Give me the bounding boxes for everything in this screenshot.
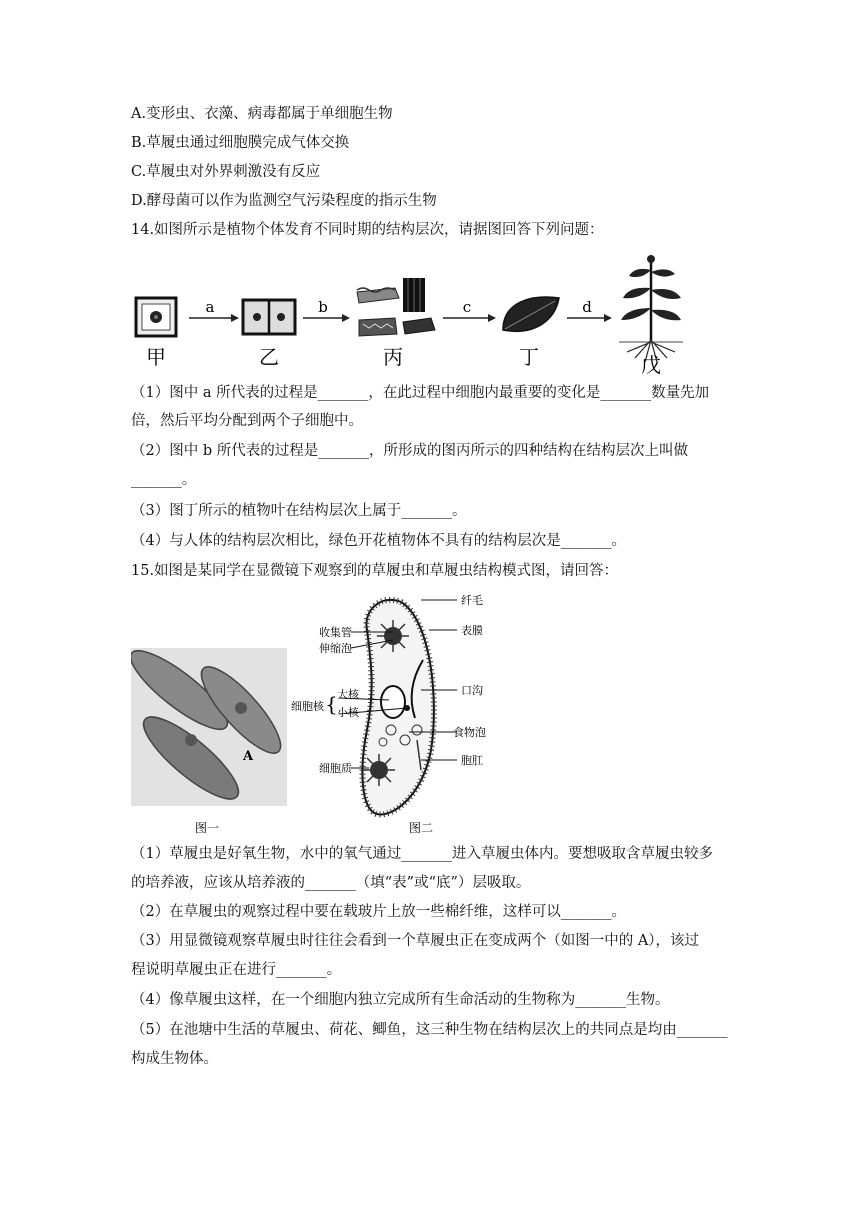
arrow-label-a: a [205,298,215,316]
q14-title: 14.如图所示是植物个体发育不同时期的结构层次，请据图回答下列问题： [131,222,604,238]
arrow-label-d: d [582,298,592,316]
q15-line-1: （1）草履虫是好氧生物，水中的氧气通过_______进入草履虫体内。要想吸取含草履虫较多 [131,846,713,862]
q15-line-2: 的培养液，应该从培养液的_______（填“表”或“底”）层吸取。 [131,875,531,891]
q14-line-6: （4）与人体的结构层次相比，绿色开花植物体不具有的结构层次是_______。 [131,533,626,549]
option-b: B.草履虫通过细胞膜完成气体交换 [131,135,350,151]
paramecium-photo [131,640,291,811]
label-collecting-tube: 收集管 [319,626,352,639]
stage-label-bing: 丙 [383,345,403,369]
stage-label-jia: 甲 [146,345,166,369]
label-nucleus-brace: { [325,692,338,716]
q14-line-4: _______。 [131,472,197,488]
cell-single-image [136,298,176,336]
label-micronucleus: 小核 [337,706,359,719]
stage-label-yi: 乙 [259,345,279,369]
marker-a: A [243,749,254,764]
arrow-label-c: c [462,298,472,316]
stage-label-wu: 戊 [641,353,661,377]
q15-line-7: （5）在池塘中生活的草履虫、荷花、鲫鱼，这三种生物在结构层次上的共同点是均由_______ [131,1022,728,1038]
label-oral-groove: 口沟 [461,684,483,697]
q14-line-3: （2）图中 b 所代表的过程是_______，所形成的图丙所示的四种结构在结构层次上叫做 [131,443,688,459]
label-food-vacuole: 食物泡 [453,726,486,739]
q14-line-1: （1）图中 a 所代表的过程是_______，在此过程中细胞内最重要的变化是_______数量先加 [131,385,710,401]
cell-division-image [243,300,295,334]
q15-figure [131,590,551,838]
q15-line-6: （4）像草履虫这样，在一个细胞内独立完成所有生命活动的生物称为_______生物。 [131,992,670,1008]
q15-line-8: 构成生物体。 [131,1051,218,1067]
q14-line-2: 倍，然后平均分配到两个子细胞中。 [131,413,363,429]
label-anal-pore: 胞肛 [461,754,483,767]
tissues-image [357,278,435,336]
option-a: A.变形虫、衣藻、病毒都属于单细胞生物 [131,106,393,122]
label-contractile-vacuole: 伸缩泡 [319,642,352,655]
plant-image [619,255,683,362]
leaf-image [503,297,559,331]
q15-title: 15.如图是某同学在显微镜下观察到的草履虫和草履虫结构模式图，请回答： [131,563,619,579]
q15-line-5: 程说明草履虫正在进行_______。 [131,962,342,978]
q14-figure [131,250,691,378]
q15-line-3: （2）在草履虫的观察过程中要在载玻片上放一些棉纤维，这样可以_______。 [131,904,626,920]
fig1-caption: 图一 [194,821,220,835]
fig2-caption: 图二 [408,821,434,835]
label-membrane: 表膜 [461,624,483,637]
label-cytoplasm: 细胞质 [319,762,352,775]
label-macronucleus: 大核 [337,688,359,701]
label-cilia: 纤毛 [461,594,483,607]
stage-label-ding: 丁 [519,345,539,369]
option-c: C.草履虫对外界刺激没有反应 [131,164,321,180]
option-d: D.酵母菌可以作为监测空气污染程度的指示生物 [131,193,437,209]
label-nucleus-group: 细胞核 [291,700,324,713]
q14-line-5: （3）图丁所示的植物叶在结构层次上属于_______。 [131,503,467,519]
arrow-label-b: b [318,298,328,316]
q15-line-4: （3）用显微镜观察草履虫时往往会看到一个草履虫正在变成两个（如图一中的 A），该过 [131,933,700,949]
